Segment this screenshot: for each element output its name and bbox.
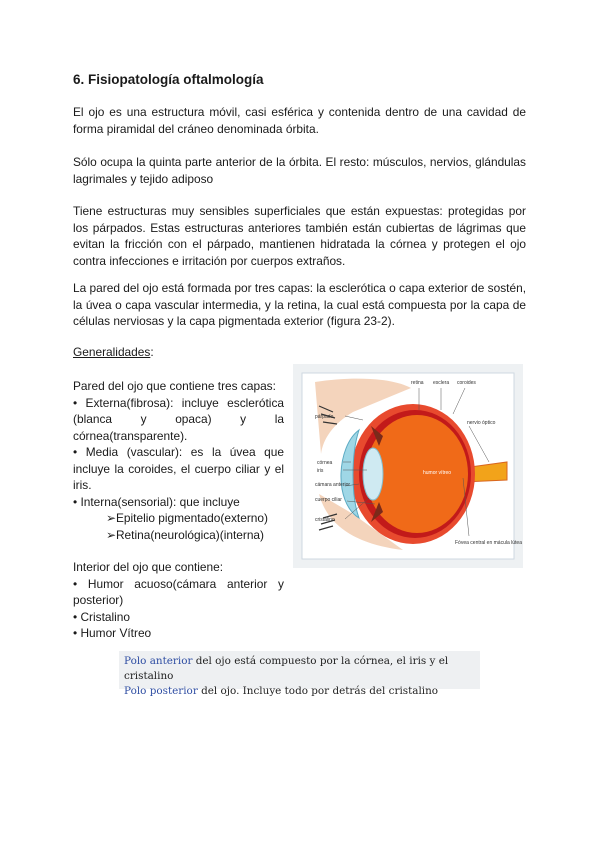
label-cuerpo-ciliar: cuerpo ciliar (315, 497, 342, 503)
note-text-anterior: del ojo está compuesto por la córnea, el iris y el cristalino (124, 655, 449, 682)
note-term-anterior: Polo anterior (124, 655, 193, 667)
paragraph-intro: El ojo es una estructura móvil, casi esférica y contenida dentro de una cavidad de forma piramidal del cráneo denominada órbita. (73, 105, 526, 136)
generalidades-heading-text: Generalidades (73, 345, 151, 359)
label-coroides: coroides (457, 380, 476, 386)
page-title: 6. Fisiopatología oftalmología (73, 72, 264, 87)
note-line-posterior (124, 684, 475, 699)
wall-item-external: • Externa(fibrosa): incluye esclerótica (blanca y opaca) y la córnea(transparente). (73, 395, 284, 443)
generalidades-list (73, 378, 284, 642)
paragraph-structures: Tiene estructuras muy sensibles superficiales que están expuestas: protegidas por los párpados. Estas estructuras anteriores también están cubiertas de lágrimas que evitan la fricción con el párpado, mantienen hidratada la córnea y protegen el ojo contra infecciones e irritación por cuerpos extraños. (73, 204, 526, 268)
polo-note-box (119, 651, 480, 697)
eye-diagram-svg (293, 364, 523, 568)
label-retina: retina (411, 380, 424, 386)
label-esclera: esclera (433, 380, 450, 386)
interior-item-cristalino: • Cristalino (73, 609, 131, 624)
generalidades-heading (73, 345, 154, 359)
generalidades-colon: : (150, 345, 154, 359)
sub-item-retina: ➢Retina(neurológica)(interna) (106, 527, 265, 542)
interior-item-humor-acuoso: • Humor acuoso(cámara anterior y posterior) (73, 576, 284, 607)
wall-item-internal: • Interna(sensorial): que incluye (73, 494, 240, 509)
interior-intro: Interior del ojo que contiene: (73, 560, 224, 574)
wall-item-middle: • Media (vascular): es la úvea que incluye la coroides, el cuerpo ciliar y el iris. (73, 445, 284, 492)
interior-item-humor-vitreo: • Humor Vítreo (73, 626, 152, 640)
note-term-posterior: Polo posterior (124, 685, 198, 697)
eye-diagram (293, 364, 523, 568)
lens-shape (363, 448, 383, 500)
label-cristalino: cristalino (315, 517, 335, 523)
paragraph-orbit: Sólo ocupa la quinta parte anterior de la órbita. El resto: músculos, nervios, glándulas lagrimales y tejido adiposo (73, 155, 526, 186)
label-humor-vitreo: humor vítreo (423, 470, 452, 476)
label-parpado: párpado (315, 414, 334, 420)
label-cornea: córnea (317, 460, 333, 466)
label-camara-anterior: cámara anterior (315, 482, 351, 488)
wall-intro: Pared del ojo que contiene tres capas: (73, 379, 276, 393)
paragraph-wall: La pared del ojo está formada por tres capas: la esclerótica o capa exterior de sostén, la úvea o capa vascular intermedia, y la retina, la cual está compuesta por la capa de células nerviosas y la capa pigmentada exterior (figura 23-2). (73, 281, 526, 328)
note-line-anterior (124, 654, 475, 684)
label-iris: iris (317, 468, 324, 474)
sub-item-epitelio: ➢Epitelio pigmentado(externo) (106, 511, 268, 525)
label-nervio-optico: nervio óptico (467, 420, 496, 426)
label-fovea: Fóvea central en mácula lútea (455, 540, 522, 546)
note-text-posterior: del ojo. Incluye todo por detrás del cristalino (197, 685, 439, 697)
